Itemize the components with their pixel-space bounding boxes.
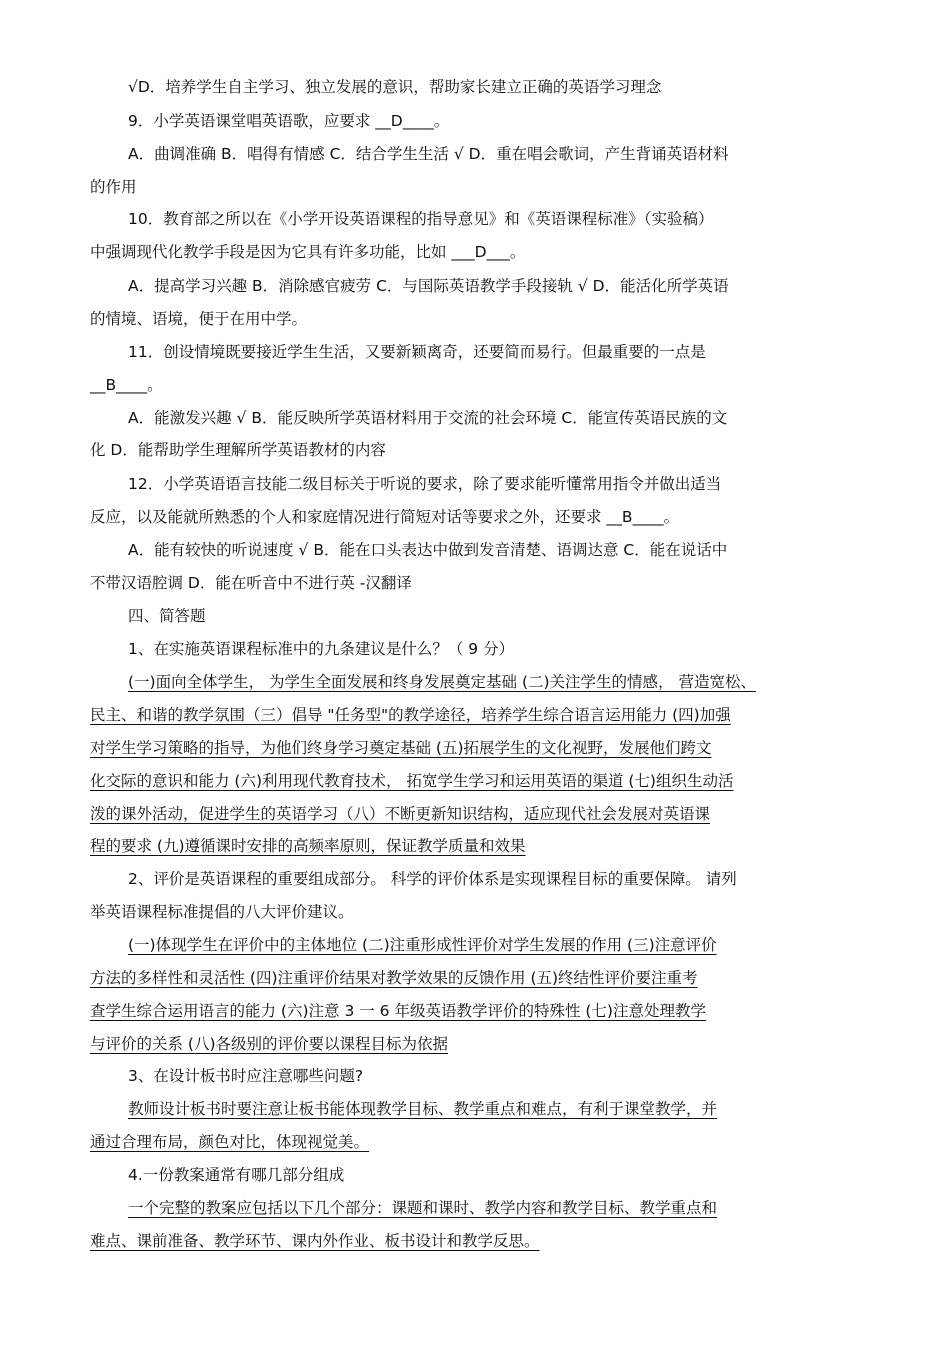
question-9-options: A．曲调准确 B．唱得有情感 C．结合学生生活 √ D．重在唱会歌词，产生背诵英语材料 <box>128 145 729 163</box>
question-10-cont: 中强调现代化教学手段是因为它具有许多功能，比如 ___D___。 <box>90 243 526 261</box>
question-10-options: A．提高学习兴趣 B．消除感官疲劳 C．与国际英语教学手段接轨 √ D．能活化所学英语 <box>128 277 729 295</box>
answer-4-line-2: 难点、课前准备、教学环节、课内外作业、板书设计和教学反思。 <box>90 1232 540 1250</box>
question-11-options-cont: 化 D．能帮助学生理解所学英语教材的内容 <box>90 441 386 459</box>
section-heading: 四、简答题 <box>128 607 206 625</box>
question-11-answer: __B____。 <box>90 376 163 394</box>
answer-2-line-2: 方法的多样性和灵活性 (四)注重评价结果对教学效果的反馈作用 (五)终结性评价要注重考 <box>90 969 698 987</box>
answer-1-line-6: 程的要求 (九)遵循课时安排的高频率原则，保证教学质量和效果 <box>90 837 526 855</box>
answer-1-line-2: 民主、和谐的教学氛围（三）倡导 "任务型"的教学途径，培养学生综合语言运用能力 (四)加强 <box>90 706 731 724</box>
short-question-3: 3、在设计板书时应注意哪些问题? <box>128 1067 364 1085</box>
answer-1-line-5: 泼的课外活动，促进学生的英语学习（八）不断更新知识结构，适应现代社会发展对英语课 <box>90 805 711 823</box>
answer-4-line-1: 一个完整的教案应包括以下几个部分：课题和课时、教学内容和教学目标、教学重点和 <box>128 1199 718 1217</box>
answer-1-line-4: 化交际的意识和能力 (六)利用现代教育技术， 拓宽学生学习和运用英语的渠道 (七)组织生动活 <box>90 772 734 790</box>
answer-2-line-1: (一)体现学生在评价中的主体地位 (二)注重形成性评价对学生发展的作用 (三)注意评价 <box>128 936 717 954</box>
question-10-options-cont: 的情境、语境，便于在用中学。 <box>90 310 308 328</box>
question-9: 9．小学英语课堂唱英语歌，应要求 __D____。 <box>128 112 450 130</box>
short-question-1: 1、在实施英语课程标准中的九条建议是什么？（ 9 分） <box>128 640 515 658</box>
answer-3-line-1: 教师设计板书时要注意让板书能体现教学目标、教学重点和难点，有利于课堂教学，并 <box>128 1100 718 1118</box>
answer-3-line-2: 通过合理布局，颜色对比，体现视觉美。 <box>90 1133 370 1151</box>
question-12: 12．小学英语语言技能二级目标关于听说的要求，除了要求能听懂常用指令并做出适当 <box>128 475 722 493</box>
short-question-4: 4.一份教案通常有哪几部分组成 <box>128 1166 345 1184</box>
short-question-2-cont: 举英语课程标准提倡的八大评价建议。 <box>90 903 354 921</box>
short-question-2: 2、评价是英语课程的重要组成部分。 科学的评价体系是实现课程目标的重要保障。 请列 <box>128 870 737 888</box>
answer-1-line-1: (一)面向全体学生， 为学生全面发展和终身发展奠定基础 (二)关注学生的情感， 营造宽松、 <box>128 673 756 691</box>
question-11-options: A．能激发兴趣 √ B．能反映所学英语材料用于交流的社会环境 C．能宣传英语民族的文 <box>128 409 728 427</box>
question-12-options-cont: 不带汉语腔调 D．能在听音中不进行英 -汉翻译 <box>90 574 412 592</box>
option-d-line: √D．培养学生自主学习、独立发展的意识，帮助家长建立正确的英语学习理念 <box>128 78 662 96</box>
question-10: 10．教育部之所以在《小学开设英语课程的指导意见》和《英语课程标准》（实验稿） <box>128 210 714 228</box>
question-12-cont: 反应，以及能就所熟悉的个人和家庭情况进行简短对话等要求之外，还要求 __B____。 <box>90 508 680 526</box>
question-12-options: A．能有较快的听说速度 √ B．能在口头表达中做到发音清楚、语调达意 C．能在说话中 <box>128 541 728 559</box>
question-11: 11．创设情境既要接近学生生活，又要新颖离奇，还要简而易行。但最重要的一点是 <box>128 343 706 361</box>
question-9-options-cont: 的作用 <box>90 178 137 196</box>
answer-2-line-3: 查学生综合运用语言的能力 (六)注意 3 一 6 年级英语教学评价的特殊性 (七)注意处理教学 <box>90 1002 706 1020</box>
answer-2-line-4: 与评价的关系 (八)各级别的评价要以课程目标为依据 <box>90 1035 449 1053</box>
answer-1-line-3: 对学生学习策略的指导，为他们终身学习奠定基础 (五)拓展学生的文化视野，发展他们跨文 <box>90 739 712 757</box>
